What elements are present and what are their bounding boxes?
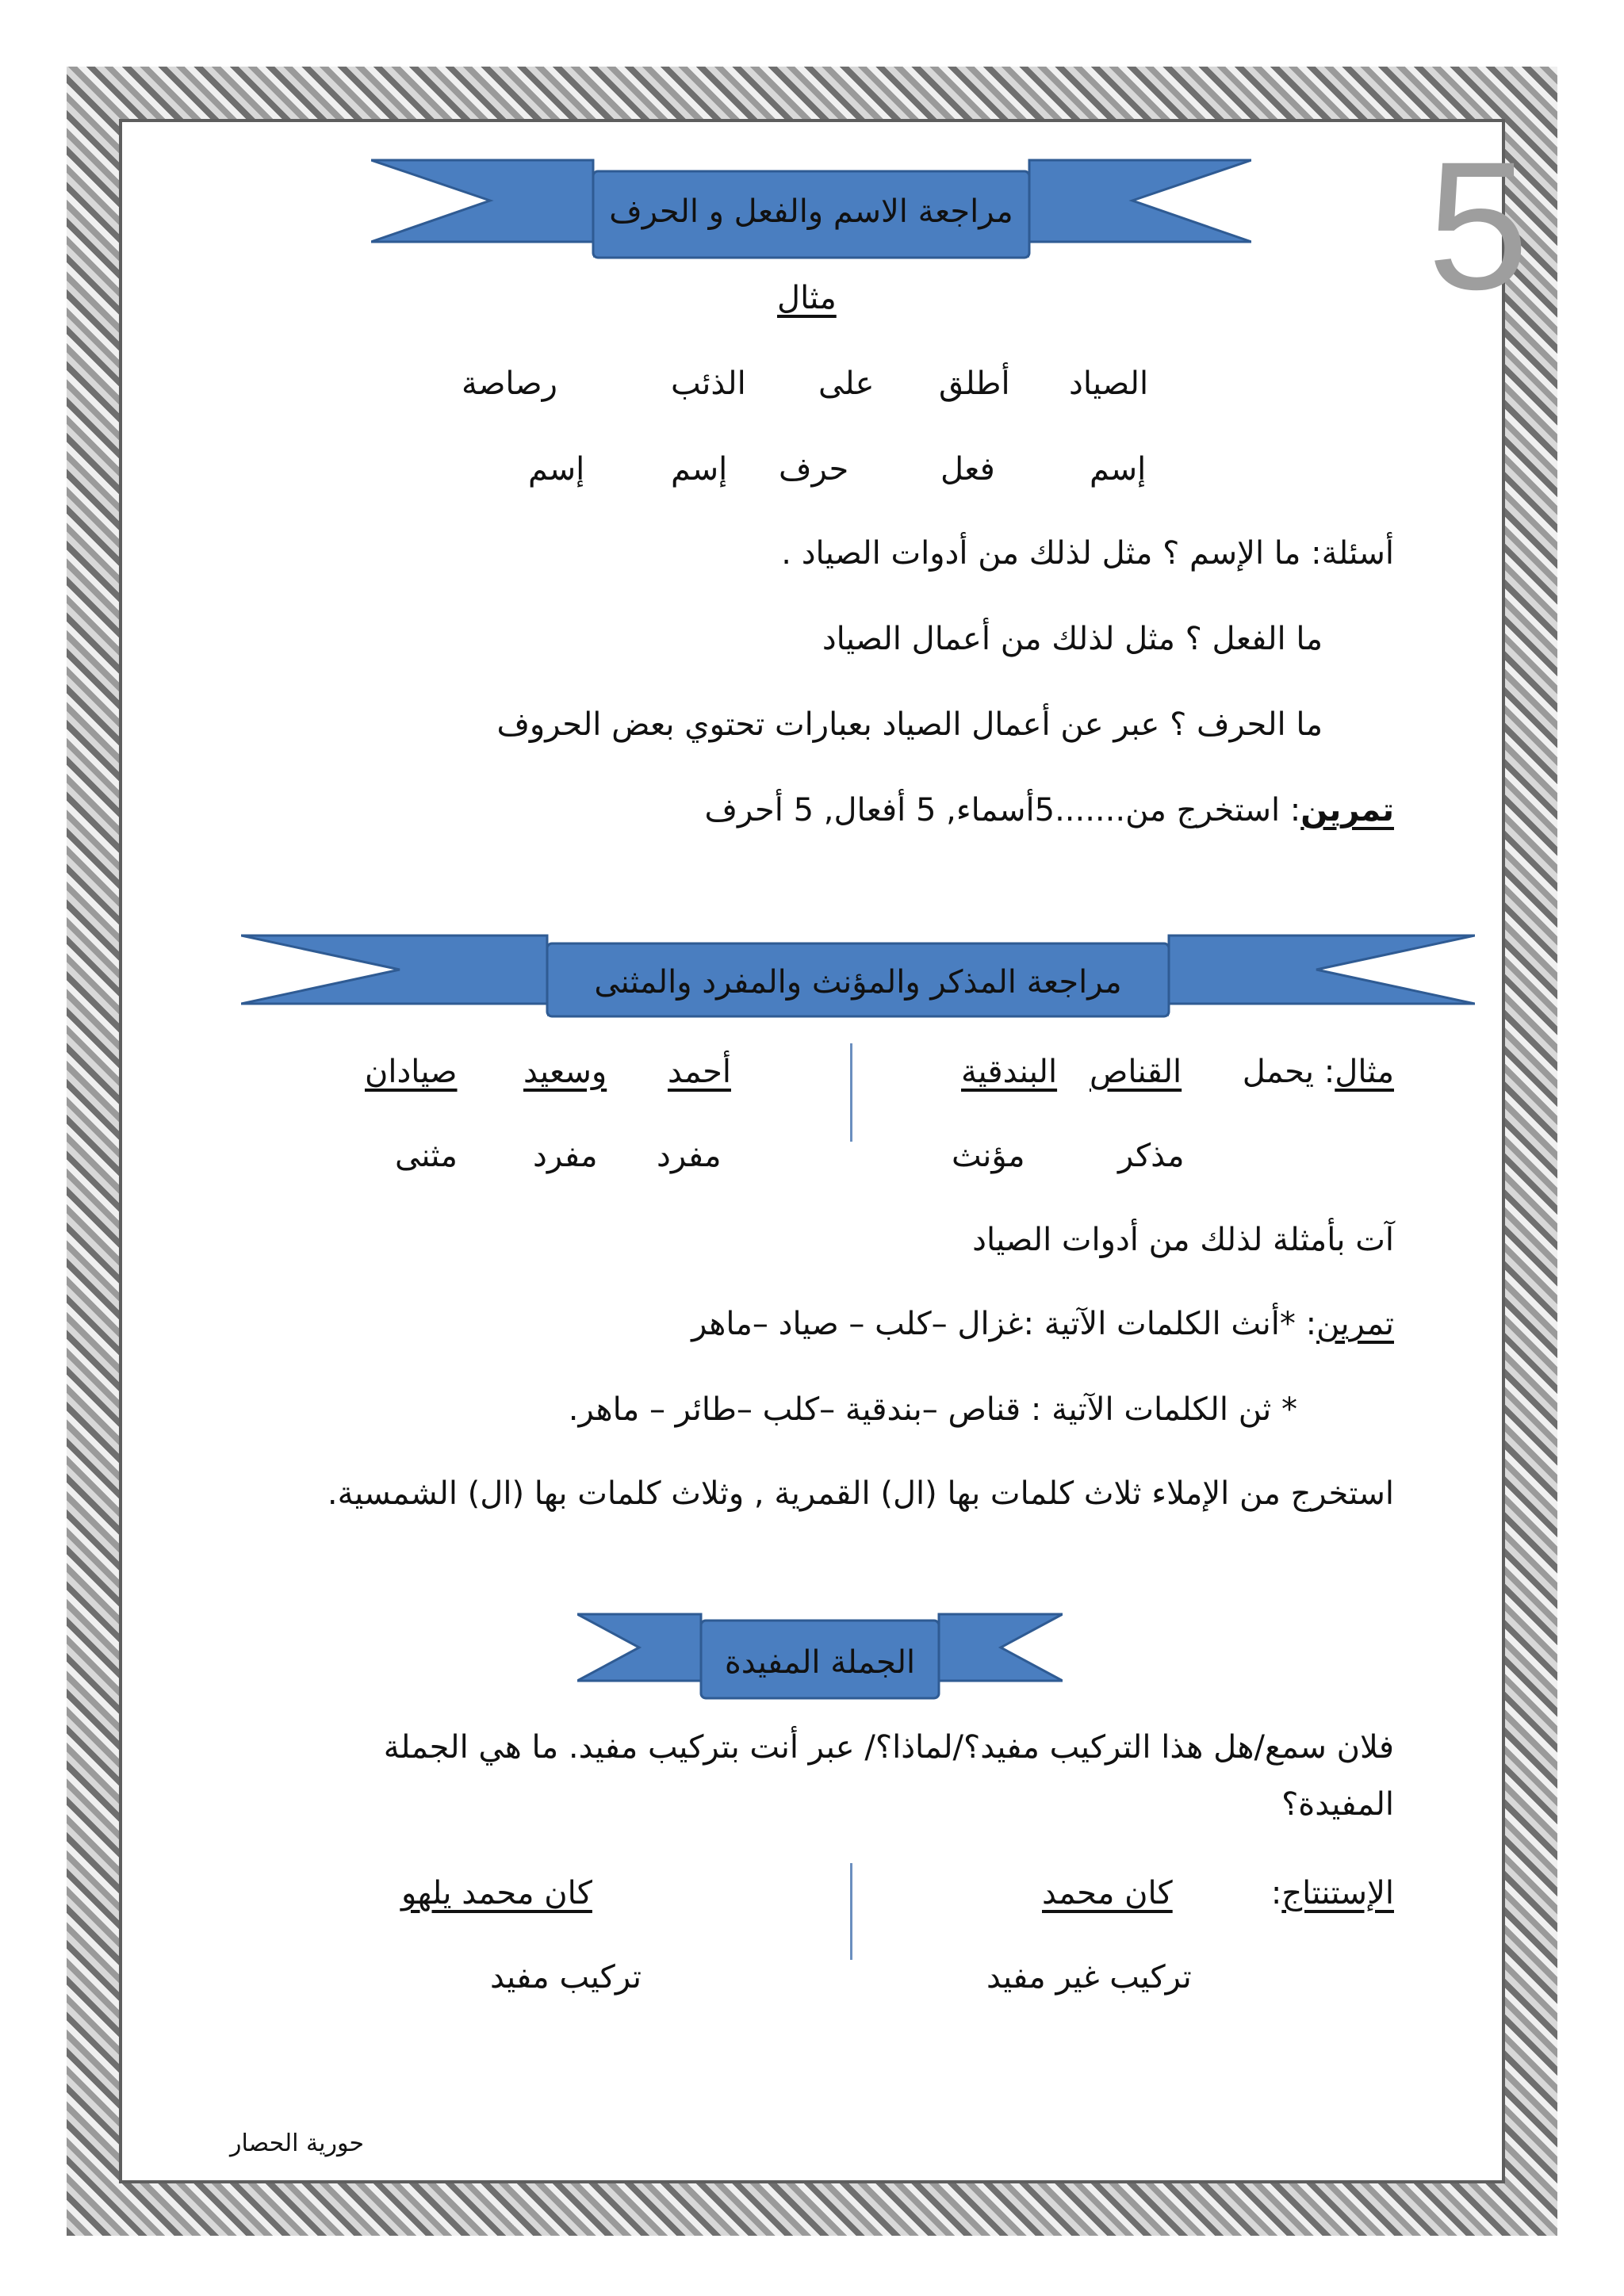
type-singular-1: مفرد: [657, 1138, 722, 1174]
column-divider-2: [850, 1863, 852, 1960]
page-number: 5: [1427, 124, 1529, 327]
phrase-complete: كان محمد يلهو: [401, 1875, 592, 1911]
word-hunter: القناص: [1090, 1054, 1182, 1090]
word-type-1: إسم: [1090, 451, 1147, 488]
conclusion-label: الإستنتاج: [1281, 1875, 1394, 1911]
example-label: مثال: [1335, 1054, 1394, 1090]
sentence-word-5: رصاصة: [462, 365, 557, 402]
section2-banner-title: مراجعة المذكر والمؤنث والمفرد والمثنى: [594, 964, 1122, 1001]
word-type-2: فعل: [940, 451, 995, 488]
word-hunters-dual: صيادان: [365, 1054, 458, 1090]
exercise-text: : استخرج من.......5أسماء, 5 أفعال, 5 أحرف: [704, 792, 1301, 828]
column-divider: [850, 1043, 852, 1142]
question-noun: أسئلة: ما الإسم ؟ مثل لذلك من أدوات الصياد .: [781, 535, 1394, 572]
conclusion-colon: :: [1270, 1875, 1282, 1911]
section3-banner-title: الجملة المفيدة: [724, 1644, 916, 1681]
type-feminine: مؤنث: [952, 1138, 1025, 1174]
word-saeed: وسعيد: [523, 1054, 607, 1090]
example-title: مثال: [777, 280, 837, 316]
exercise-dual: * ثن الكلمات الآتية : قناص –بندقية –كلب –طائر – ماهر.: [568, 1391, 1297, 1428]
type-masculine: مذكر: [1118, 1138, 1185, 1174]
author-name: حورية الحصار: [230, 2130, 364, 2157]
section1-banner: [371, 159, 1251, 262]
question-verb: ما الفعل ؟ مثل لذلك من أعمال الصياد: [822, 621, 1323, 657]
conclusion: [1271, 1874, 1394, 1912]
result-not-useful: تركيب غير مفيد: [986, 1959, 1192, 1996]
word-type-3: حرف: [779, 451, 849, 488]
phrase-incomplete: كان محمد: [1042, 1875, 1173, 1911]
section2-banner: [241, 931, 1475, 1023]
exercise-label: تمرين: [1300, 792, 1394, 828]
example-verb: : يحمل: [1242, 1054, 1335, 1090]
bring-examples: آت بأمثلة لذلك من أدوات الصياد: [972, 1222, 1394, 1258]
exercise2-label: تمرين: [1316, 1306, 1394, 1342]
exercise-2: [691, 1305, 1394, 1343]
example-2: [1243, 1053, 1394, 1091]
word-ahmed: أحمد: [668, 1054, 731, 1090]
useful-sentence-line2: المفيدة؟: [1281, 1786, 1394, 1823]
sentence-word-1: الصياد: [1069, 365, 1149, 402]
question-letter: ما الحرف ؟ عبر عن أعمال الصياد بعبارات تحتوي بعض الحروف: [496, 706, 1323, 743]
type-dual: مثنى: [395, 1138, 458, 1174]
exercise-1: [704, 791, 1394, 829]
useful-sentence-line1: فلان سمع/هل هذا التركيب مفيد؟/لماذا؟/ عبر أنت بتركيب مفيد. ما هي الجملة: [383, 1729, 1394, 1766]
section3-banner: [577, 1609, 1063, 1701]
word-type-4: إسم: [671, 451, 728, 488]
section1-banner-title: مراجعة الاسم والفعل و الحرف: [609, 193, 1013, 230]
sentence-word-3: على: [818, 365, 875, 402]
type-singular-2: مفرد: [533, 1138, 598, 1174]
result-useful: تركيب مفيد: [490, 1959, 642, 1996]
word-type-5: إسم: [528, 451, 585, 488]
sentence-word-4: الذئب: [671, 365, 746, 402]
sentence-word-2: أطلق: [939, 365, 1010, 402]
word-rifle: البندقية: [961, 1054, 1058, 1090]
exercise2-text: : *أنث الكلمات الآتية :غزال –كلب – صياد –ماهر: [691, 1306, 1317, 1342]
exercise-al: استخرج من الإملاء ثلاث كلمات بها (ال) القمرية , وثلاث كلمات بها (ال) الشمسية.: [327, 1475, 1394, 1512]
